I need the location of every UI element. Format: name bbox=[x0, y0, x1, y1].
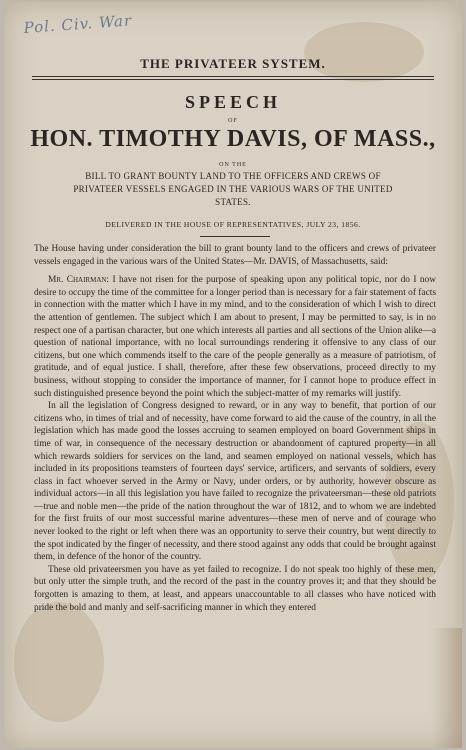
bill-title: BILL TO GRANT BOUNTY LAND TO THE OFFICERS AND CREWS OF PRIVATEER VESSELS ENGAGED IN THE VARIOUS WARS OF THE UNITED STATES. bbox=[73, 171, 393, 207]
document-page bbox=[4, 2, 462, 748]
divider-rule bbox=[200, 236, 270, 237]
of-label: OF bbox=[228, 118, 238, 124]
top-rule-thin bbox=[32, 79, 434, 80]
paragraph-1 bbox=[34, 274, 436, 400]
paper-stain bbox=[14, 602, 104, 722]
top-rule bbox=[32, 76, 434, 77]
paragraph-3: These old privateersmen you have as yet failed to recognize. I do not speak too highly of these men, but only utter the simple truth, and the record of the past in the country proves it; and that they should be forgotten is amazing to them, at least, and appears unaccountable to all classes who have noticed with pride the bold and manly and self-sacrificing manner in which they entered bbox=[34, 564, 436, 613]
handwritten-note: Pol. Civ. War bbox=[23, 11, 133, 37]
series-title: THE PRIVATEER SYSTEM. bbox=[140, 56, 326, 71]
on-the-label: ON THE bbox=[219, 162, 247, 168]
speech-body bbox=[34, 243, 436, 614]
paper-stain bbox=[304, 22, 424, 82]
intro-paragraph: The House having under consideration the bill to grant bounty land to the officers and crews of privateer vessels engaged in the various wars of the United States—Mr. DAVIS, of Massachusetts, said: bbox=[34, 244, 436, 267]
delivered-line: DELIVERED IN THE HOUSE OF REPRESENTATIVES, JULY 23, 1856. bbox=[105, 220, 361, 229]
speech-heading: SPEECH bbox=[184, 92, 282, 112]
paragraph-2: In all the legislation of Congress designed to reward, or in any way to benefit, that portion of our citizens who, in times of trial and of necessity, have come forward to aid the cause of the country, in all the legislation which has made good the losses accruing to seamen employed on board Government ships in time of war, in consequence of the necessary destruction or abandonment of captured property—in all which rewards soldiers for services on the land, and seamen employed on national vessels, which has included in its propositions teamsters of fourteen days' service, artificers, and servants of soldiers, every class in fact whoever served in the Army or Navy, under orders, or by authority, however obscure as individual actors—in all this legislation you have failed to recognize the privateersman—these old patriots—true and noble men—the pride of the nation throughout the war of 1812, and to whom we are indebted for the first fruits of our most successful marine adventures—these men of nerve and of courage who never looked to the right or left when there was an opportunity to serve their country, but went directly to the spot indicated by the finger of necessity, and there stood against any odds that could be brought against them, in defence of the honor of the country. bbox=[34, 401, 436, 563]
chairman-address: Mr. Chairman: bbox=[48, 275, 110, 286]
speaker-name: HON. TIMOTHY DAVIS, OF MASS., bbox=[30, 126, 436, 152]
paragraph-1-text: I have not risen for the purpose of speaking upon any political topic, nor do I now desire to occupy the time of the committee for a longer period than is necessary for a fair statement of facts in connection with the matter which I have in my mind, and to the consideration of which I wish to direct the attention of gentlemen. The subject which I am about to present, I may be permitted to say, is in no respect one of a partisan character, but one which interests all parties and all sections of the Union alike—a question of national importance, with no local surroundings rendering it offensive to any class of our citizens, but one which commends itself to the care of the people generally as a measure of patriotism, of gratitude, and of equal justice. I shall, therefore, after these few observations, proceed directly to my business, without stopping to consider the importance of manner, for I cannot hope to produce effect in such distinguished presence beyond the point which the subject-matter of my remarks will justify. bbox=[34, 275, 437, 399]
torn-edge bbox=[432, 628, 462, 748]
